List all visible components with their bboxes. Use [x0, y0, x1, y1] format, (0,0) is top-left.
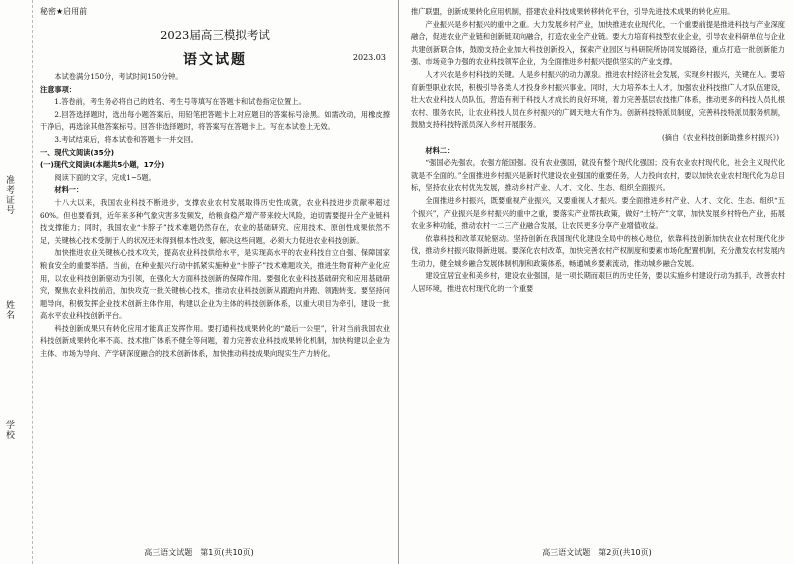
subsection-heading: (一)现代文阅读Ⅰ(本题共5小题，17分) — [40, 160, 165, 170]
note-item: 3.考试结束后，将本试卷和答题卡一并交回。 — [54, 134, 198, 144]
exam-intro: 本试卷满分150分，考试时间150分钟。 — [54, 72, 183, 81]
notes-heading: 注意事项： — [40, 84, 76, 94]
passage-paragraph: 十八大以来，我国农业科技不断进步，支撑农业农村发展取得历史性成就，农业科技进步贡献率超过60%。但也要看到，近年来多种气象灾害多发频发，给粮食稳产增产带来较大风险，迫切需要提升全产业链科技支撑能力；同时，我国农业“卡脖子”技术难题仍然存在，农业的基础研究、应用技术、原创性成果依然不足，关键核心技术受制于人的状况还未得到根本性改变，解决这些问题，必须大力促进农业科技创新。 — [40, 197, 390, 245]
reading-instruction: 阅读下面的文字，完成1~5题。 — [54, 172, 156, 182]
page-footer: 高三语文试题 第2页(共10页) — [542, 548, 652, 557]
side-label-exam-id: 准考证号 — [4, 175, 14, 215]
material-label: 材料一： — [54, 185, 84, 195]
passage-paragraph: 依靠科技和改革双轮驱动。坚持创新在我国现代化建设全局中的核心地位，依靠科技创新加快农业农村现代化步伐，推动乡村振兴取得新进展。要深化农村改革，加快完善农村产权制度和要素市场化配置机制，充分激发农村发展内生动力，健全城乡融合发展体制机制和政策体系，畅通城乡要素流动，推动城乡融合发展。 — [411, 233, 785, 268]
material-label: 材料二： — [425, 145, 455, 155]
note-item: 1.答卷前，考生务必将自己的姓名、考生号等填写在答题卡和试卷指定位置上。 — [54, 97, 306, 107]
passage-paragraph: “强国必先强农，农强方能国强。没有农业强国，就没有整个现代化强国；没有农业农村现代化，社会主义现代化就是不全面的。”全面推进乡村振兴是新时代建设农业强国的重要任务，人力投向农村，要以加快农业农村现代化为总目标，坚持农业农村优先发展，推动乡村产业、人才、文化、生态、组织全面振兴。 — [411, 158, 785, 193]
passage-paragraph: 建设宜居宜业和美乡村，建设农业强国，是一项长期而艰巨的历史任务，要以实施乡村建设行动为抓手，改善农村人居环境，推进农村现代化的一个重要 — [411, 271, 785, 294]
binding-margin — [0, 0, 33, 564]
passage-paragraph: 科技创新成果只有转化应用才能真正发挥作用。要打通科技成果转化的“最后一公里”，针对当前我国农业科技创新成果转化率不高、技术推广体系不健全等问题，着力完善农业科技成果转化机制，加快构建以企业为主体、市场为导向、产学研深度融合的技术创新体系，加快推动科技成果向现实生产力转化。 — [40, 323, 390, 359]
side-label-school: 学校 — [4, 420, 14, 440]
exam-title: 2023届高三模拟考试 — [160, 28, 270, 42]
passage-paragraph: 产业振兴是乡村振兴的重中之重。大力发展乡村产业，加快推进农业现代化，一个重要前提是推进科技与产业深度融合，促进农业产业链和创新链双向融合，打造农业全产业链。要大力培育科技型农业企业，引导农业科研单位与企业共建创新联合体，鼓励支持企业加大科技创新投入，探索产业园区与科研院所协同发展路径，重点打造一批创新能力强、市场竞争力强的农业科技领军企业，为全面推进乡村振兴提供坚实的产业支撑。 — [411, 19, 785, 67]
section-heading: 一、现代文阅读(35分) — [40, 147, 115, 157]
right-page-body — [411, 6, 785, 296]
passage-paragraph: 人才兴农是乡村科技的关键。人是乡村振兴的动力源泉。推进农村经济社会发展，实现乡村振兴，关键在人。要培育新型职业农民，积极引导各类人才投身乡村振兴事业。同时，大力培养本土人才，加强农业科技推广人才队伍建设，壮大农业科技人员队伍，营造有利于科技人才成长的良好环境，着力完善基层农技推广体系，推动更多的科技人员扎根农村、服务农民，让农业科技人员在乡村振兴的广阔天地大有作为。创新科技特派员制度，完善科技特派员服务机制，鼓励支持科技特派员深入乡村开展服务。 — [411, 69, 785, 130]
secret-mark: 秘密★启用前 — [40, 7, 88, 16]
passage-paragraph: 全面推进乡村振兴，既要重视产业振兴，又要重视人才振兴。要全面推进乡村产业、人才、文化、生态、组织“五个振兴”，产业振兴是乡村振兴的重中之重，要落实产业帮扶政策，做好“土特产”文章，加快发展乡村特色产业，拓展农业多种功能，推动农村一二三产业融合发展，让农民更多分享产业增值收益。 — [411, 195, 785, 231]
source-citation: (摘自《农业科技创新助推乡村振兴》) — [661, 132, 779, 142]
passage-paragraph: 加快推进农业关键核心技术攻关，提高农业科技供给水平，是实现高水平的农业科技自立自强、保障国家粮食安全的重要举措。当前，在种业振兴行动中抓紧实施种业“卡脖子”技术难题攻关，推进生物育种产业化应用，以农业科技创新驱动为引领，在强化大方面科技创新的保障作用。要强化农业科技基础研究和应用基础研究，聚焦农业科技前沿，加快攻克一批关键核心技术，推动农业科技创新从跟跑向并跑、领跑转变。要坚持问题导向，积极发挥企业技术创新主体作用，构建以企业为主体的科技创新体系，以重大项目为牵引，建设一批高水平农业科技创新平台。 — [40, 248, 390, 321]
right-page — [398, 0, 794, 564]
side-label-name: 姓名 — [4, 300, 14, 320]
exam-date: 2023.03 — [352, 53, 386, 62]
left-page-body — [40, 6, 390, 361]
note-item: 2.回答选择题时，选出每小题答案后，用铅笔把答题卡上对应题目的答案标号涂黑。如需改动，用橡皮擦干净后，再选涂其他答案标号。回答非选择题时，将答案写在答题卡上。写在本试卷上无效。 — [40, 109, 390, 132]
passage-paragraph: 推广联盟，创新成果转化应用机制，搭建农业科技成果转移转化平台，引导先进技术成果的转化应用。 — [411, 7, 735, 16]
subject-title: 语文试题 — [183, 52, 247, 68]
page-footer: 高三语文试题 第1页(共10页) — [144, 548, 254, 557]
